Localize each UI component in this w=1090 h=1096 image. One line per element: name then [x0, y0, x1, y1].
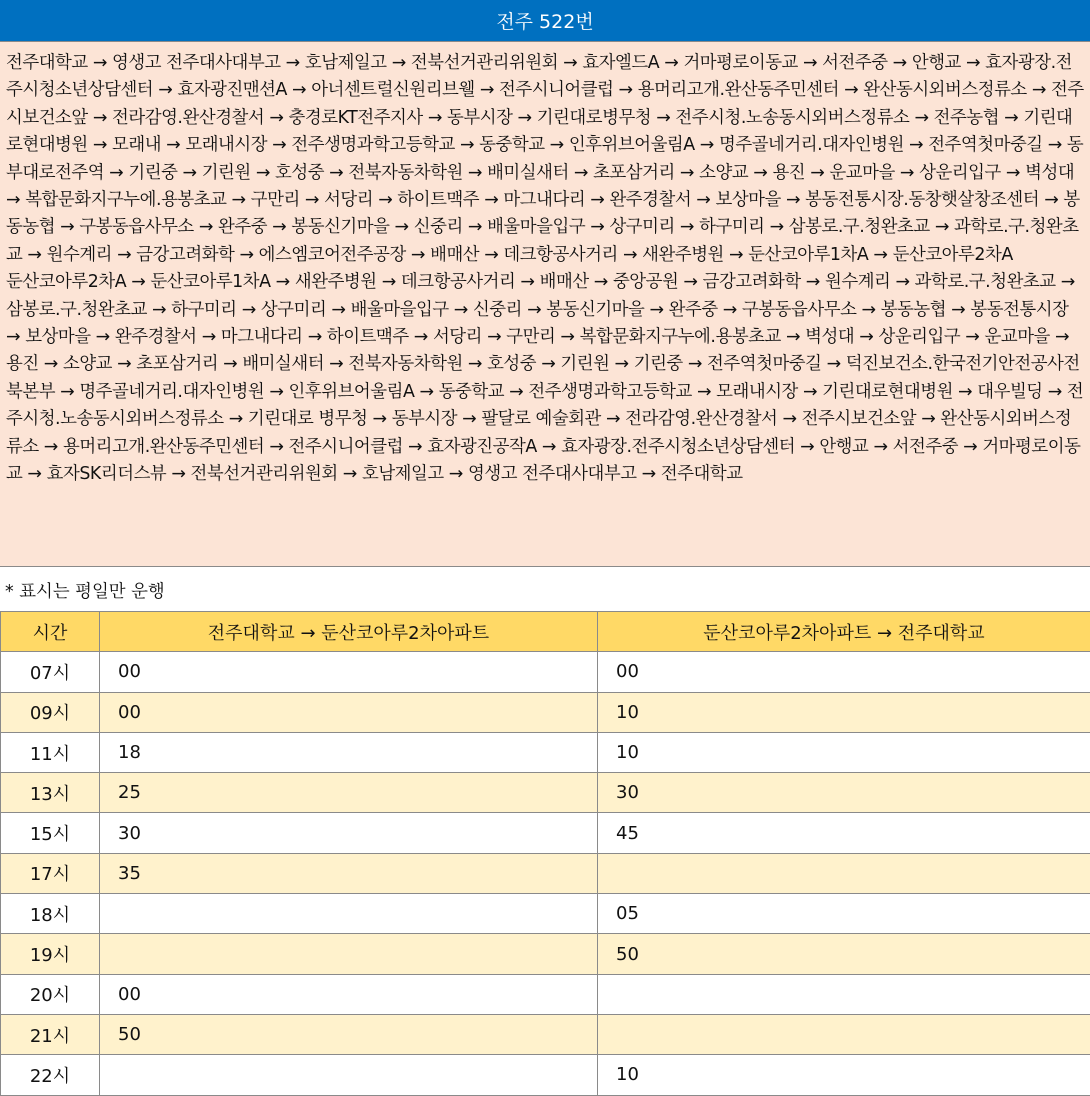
table-row — [1, 813, 1090, 853]
to-dunsan-minutes: 00 — [100, 652, 598, 692]
to-jeonju-minutes — [598, 853, 1090, 893]
table-row — [1, 1014, 1090, 1054]
table-row — [1, 732, 1090, 772]
hour-cell: 20시 — [1, 974, 100, 1014]
timetable-header-row — [1, 612, 1090, 652]
table-row — [1, 692, 1090, 732]
table-row — [1, 652, 1090, 692]
to-dunsan-minutes: 25 — [100, 773, 598, 813]
to-dunsan-minutes: 50 — [100, 1014, 598, 1054]
table-row — [1, 1055, 1090, 1095]
table-row — [1, 853, 1090, 893]
route-outbound-stops: 전주대학교 → 영생고 전주대사대부고 → 호남제일고 → 전북선거관리위원회 → 효자엘드A → 거마평로이동교 → 서전주중 → 안행교 → 효자광장.전주시청소년상담센터 → 효자광진맨션A → 아너센트럴신원리브웰 → 전주시니어클럽 → 용머리고개.완산동주민센터 → 완산동시외버스정류소 → 전주시보건소앞 → 전라감영.완산경찰서 → 충경로KT전주지사 → 동부시장 → 기린대로병무청 → 전주시청.노송동시외버스정류소 → 전주농협 → 기린대로현대병원 → 모래내 → 모래내시장 → 전주생명과학고등학교 → 동중학교 → 인후위브어울림A → 명주골네거리.대자인병원 → 전주역첫마중길 → 동부대로전주역 → 기린중 → 기린원 → 호성중 → 전북자동차학원 → 배미실새터 → 초포삼거리 → 소양교 → 용진 → 운교마을 → 상운리입구 → 벽성대 → 복합문화지구누에.용봉초교 → 구만리 → 서당리 → 하이트맥주 → 마그내다리 → 완주경찰서 → 보상마을 → 봉동전통시장.동창햇살창조센터 → 봉동농협 → 구봉동읍사무소 → 완주중 → 봉동신기마을 → 신중리 → 배울마을입구 → 상구미리 → 하구미리 → 삼봉로.구.청완초교 → 과학로.구.청완초교 → 원수계리 → 금강고려화학 → 에스엠코어전주공장 → 배매산 → 데크항공사거리 → 새완주병원 → 둔산코아루1차A → 둔산코아루2차A — [6, 50, 1084, 269]
to-dunsan-minutes — [100, 934, 598, 974]
to-jeonju-minutes: 10 — [598, 732, 1090, 772]
hour-cell: 17시 — [1, 853, 100, 893]
header-hour: 시간 — [1, 612, 100, 652]
to-jeonju-minutes: 50 — [598, 934, 1090, 974]
route-return-stops: 둔산코아루2차A → 둔산코아루1차A → 새완주병원 → 데크항공사거리 → 배매산 → 중앙공원 → 금강고려화학 → 원수계리 → 과학로.구.청완초교 → 삼봉로.구.청완초교 → 하구미리 → 상구미리 → 배울마을입구 → 신중리 → 봉동신기마을 → 완주중 → 구봉동읍사무소 → 봉동농협 → 봉동전통시장 → 보상마을 → 완주경찰서 → 마그내다리 → 하이트맥주 → 서당리 → 구만리 → 복합문화지구누에.용봉초교 → 벽성대 → 상운리입구 → 운교마을 → 용진 → 소양교 → 초포삼거리 → 배미실새터 → 전북자동차학원 → 호성중 → 기린원 → 기린중 → 전주역첫마중길 → 덕진보건소.한국전기안전공사전북본부 → 명주골네거리.대자인병원 → 인후위브어울림A → 동중학교 → 전주생명과학고등학교 → 모래내시장 → 기린대로현대병원 → 대우빌딩 → 전주시청.노송동시외버스정류소 → 기린대로 병무청 → 동부시장 → 팔달로 예술회관 → 전라감영.완산경찰서 → 전주시보건소앞 → 완산동시외버스정류소 → 용머리고개.완산동주민센터 → 전주시니어클럽 → 효자광진공작A → 효자광장.전주시청소년상담센터 → 안행교 → 서전주중 → 거마평로이동교 → 효자SK리더스뷰 → 전북선거관리위원회 → 호남제일고 → 영생고 전주대사대부고 → 전주대학교 — [6, 269, 1084, 488]
hour-cell: 19시 — [1, 934, 100, 974]
to-jeonju-minutes: 45 — [598, 813, 1090, 853]
to-dunsan-minutes: 18 — [100, 732, 598, 772]
to-jeonju-minutes — [598, 974, 1090, 1014]
to-jeonju-minutes: 10 — [598, 1055, 1090, 1095]
to-jeonju-minutes: 05 — [598, 894, 1090, 934]
route-title-bar — [0, 0, 1090, 41]
to-jeonju-minutes: 00 — [598, 652, 1090, 692]
hour-cell: 21시 — [1, 1014, 100, 1054]
to-jeonju-minutes: 10 — [598, 692, 1090, 732]
to-dunsan-minutes: 35 — [100, 853, 598, 893]
hour-cell: 22시 — [1, 1055, 100, 1095]
weekday-only-note: * 표시는 평일만 운행 — [5, 567, 165, 611]
hour-cell: 13시 — [1, 773, 100, 813]
departure-timetable — [0, 611, 1090, 1096]
to-jeonju-minutes: 30 — [598, 773, 1090, 813]
table-row — [1, 894, 1090, 934]
hour-cell: 11시 — [1, 732, 100, 772]
header-to-jeonju: 둔산코아루2차아파트 → 전주대학교 — [598, 612, 1090, 652]
to-dunsan-minutes — [100, 894, 598, 934]
to-dunsan-minutes: 00 — [100, 692, 598, 732]
to-jeonju-minutes — [598, 1014, 1090, 1054]
table-row — [1, 974, 1090, 1014]
table-row — [1, 773, 1090, 813]
route-stops-panel — [0, 41, 1090, 567]
to-dunsan-minutes: 30 — [100, 813, 598, 853]
hour-cell: 07시 — [1, 652, 100, 692]
route-title: 전주 522번 — [496, 7, 593, 34]
hour-cell: 18시 — [1, 894, 100, 934]
hour-cell: 15시 — [1, 813, 100, 853]
to-dunsan-minutes: 00 — [100, 974, 598, 1014]
hour-cell: 09시 — [1, 692, 100, 732]
header-to-dunsan: 전주대학교 → 둔산코아루2차아파트 — [100, 612, 598, 652]
to-dunsan-minutes — [100, 1055, 598, 1095]
table-row — [1, 934, 1090, 974]
